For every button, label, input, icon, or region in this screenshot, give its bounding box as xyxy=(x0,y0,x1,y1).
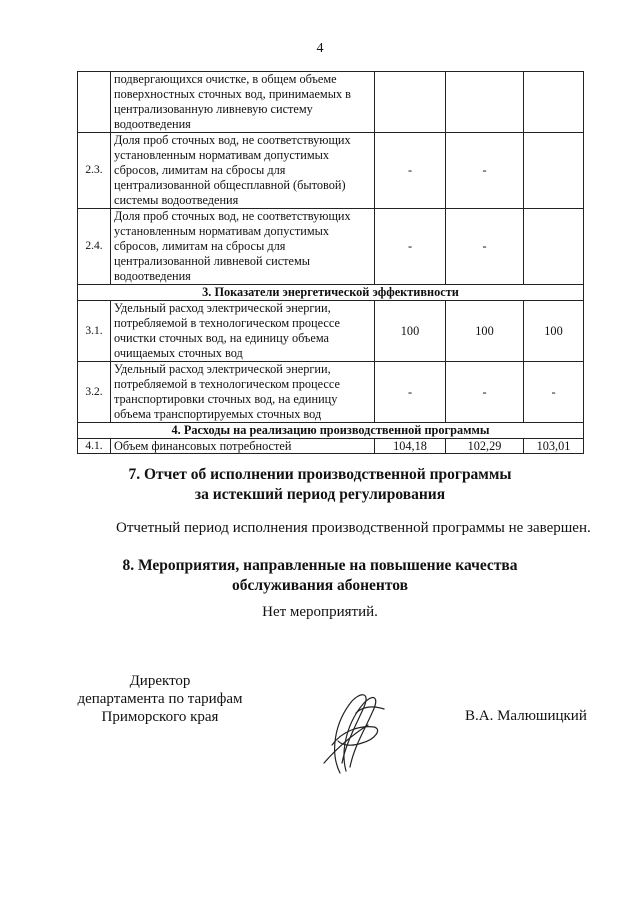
table-row xyxy=(78,209,584,285)
handwritten-signature-icon xyxy=(312,683,392,783)
position-line-1: Директор xyxy=(129,673,191,689)
section7-title xyxy=(0,465,640,505)
signatory-position xyxy=(60,672,260,726)
row-value-3 xyxy=(524,133,584,209)
row-value-3: 103,01 xyxy=(524,439,584,454)
section7-title-line2: за истекший период регулирования xyxy=(194,486,446,503)
section7-text: Отчетный период исполнения производственной программы не завершен. xyxy=(116,520,591,536)
section8-title-line1: 8. Мероприятия, направленные на повышение качества xyxy=(122,557,518,574)
section8-title-line2: обслуживания абонентов xyxy=(232,577,408,594)
table-section-row xyxy=(78,423,584,439)
position-line-2: департамента по тарифам xyxy=(77,691,243,707)
row-value-1 xyxy=(375,72,446,133)
row-description: Удельный расход электрической энергии, потребляемой в технологическом процессе очистки сточных вод, на единицу объема очищаемых сточных вод xyxy=(111,301,375,362)
row-number: 4.1. xyxy=(78,439,111,454)
row-description: Доля проб сточных вод, не соответствующих установленным нормативам допустимых сбросов, лимитам на сбросы для централизованной ливневой системы водоотведения xyxy=(111,209,375,285)
indicators-table xyxy=(77,71,584,454)
position-line-3: Приморского края xyxy=(101,709,219,725)
signatory-name: В.А. Малюшицкий xyxy=(465,708,587,724)
row-value-1: - xyxy=(375,133,446,209)
row-description: Удельный расход электрической энергии, потребляемой в технологическом процессе транспортировки сточных вод, на единицу объема транспортируемых сточных вод xyxy=(111,362,375,423)
row-number: 3.2. xyxy=(78,362,111,423)
table-row xyxy=(78,72,584,133)
row-value-2: - xyxy=(446,133,524,209)
table-row xyxy=(78,301,584,362)
table-row xyxy=(78,133,584,209)
section-header-expenses: 4. Расходы на реализацию производственной программы xyxy=(78,423,584,439)
row-description: Доля проб сточных вод, не соответствующих установленным нормативам допустимых сбросов, лимитам на сбросы для централизованной общесплавной (бытовой) системы водоотведения xyxy=(111,133,375,209)
row-value-1: - xyxy=(375,362,446,423)
row-value-2: - xyxy=(446,362,524,423)
row-value-3 xyxy=(524,72,584,133)
row-value-3: - xyxy=(524,362,584,423)
row-value-2: 100 xyxy=(446,301,524,362)
row-value-1: 100 xyxy=(375,301,446,362)
section8-text: Нет мероприятий. xyxy=(262,604,378,620)
row-description: подвергающихся очистке, в общем объеме поверхностных сточных вод, принимаемых в централизованную ливневую систему водоотведения xyxy=(111,72,375,133)
table-row xyxy=(78,362,584,423)
row-number xyxy=(78,72,111,133)
page-number: 4 xyxy=(316,41,324,56)
row-number: 2.3. xyxy=(78,133,111,209)
section8-title xyxy=(0,556,640,596)
row-value-3: 100 xyxy=(524,301,584,362)
row-value-2 xyxy=(446,72,524,133)
row-value-2: - xyxy=(446,209,524,285)
row-value-3 xyxy=(524,209,584,285)
row-value-1: - xyxy=(375,209,446,285)
row-number: 2.4. xyxy=(78,209,111,285)
row-number: 3.1. xyxy=(78,301,111,362)
row-description: Объем финансовых потребностей xyxy=(111,439,375,454)
table-row xyxy=(78,439,584,454)
section7-title-line1: 7. Отчет об исполнении производственной программы xyxy=(128,466,512,483)
row-value-2: 102,29 xyxy=(446,439,524,454)
table-section-row xyxy=(78,285,584,301)
row-value-1: 104,18 xyxy=(375,439,446,454)
section-header-energy: 3. Показатели энергетической эффективности xyxy=(78,285,584,301)
